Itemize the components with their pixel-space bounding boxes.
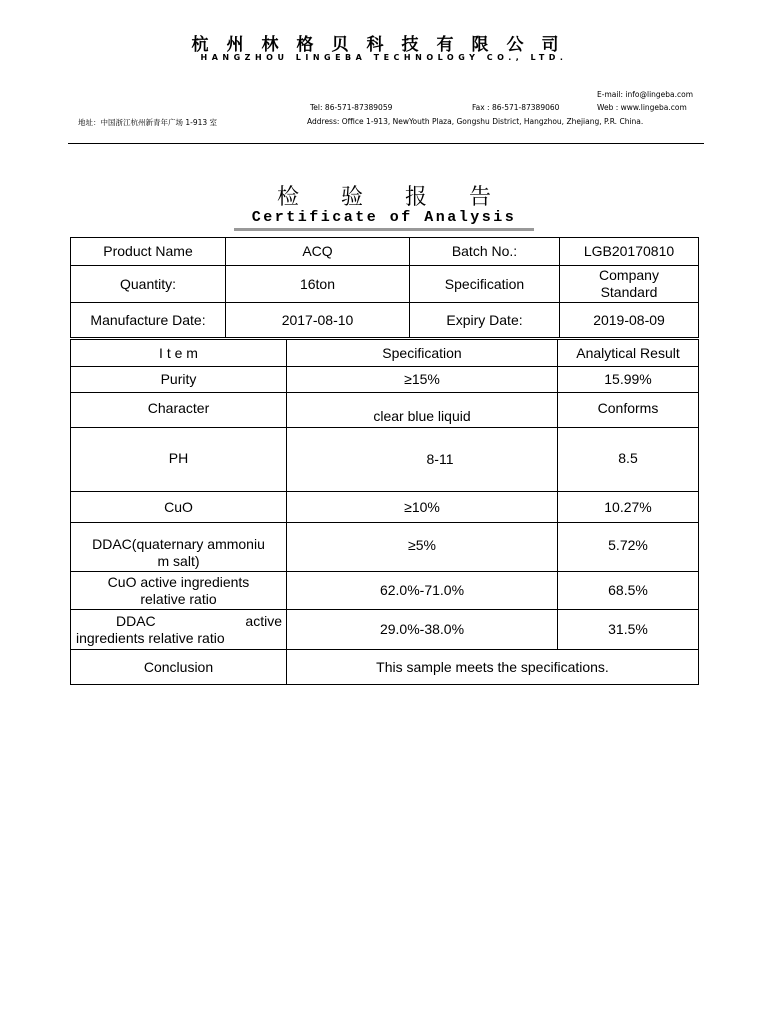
conclusion-value: This sample meets the specifications. [287, 650, 699, 685]
table-row [71, 428, 699, 492]
table-row [71, 367, 699, 393]
product-name-label: Product Name [71, 238, 226, 266]
column-header-specification: Specification [287, 340, 558, 367]
product-name-value: ACQ [226, 238, 410, 266]
item-cell: Purity [71, 367, 287, 393]
item-line-1-right: active [245, 612, 282, 629]
contact-tel: Tel: 86-571-87389059 [310, 103, 393, 112]
contact-email: E-mail: info@lingeba.com [597, 90, 694, 99]
result-cell: 10.27% [558, 492, 699, 523]
item-line-1-left: DDAC [116, 612, 156, 629]
result-cell: 31.5% [558, 610, 699, 650]
table-row [71, 303, 699, 338]
address-cn: 地址：中国浙江杭州新青年广场 1-913 室 [78, 118, 218, 127]
batch-value: LGB20170810 [560, 238, 699, 266]
item-line-1: DDAC(quaternary ammoniu [92, 536, 265, 552]
spec-cell: ≥10% [287, 492, 558, 523]
specification-label: Specification [410, 266, 560, 303]
result-cell: 5.72% [558, 523, 699, 572]
item-line-2: ingredients relative ratio [76, 629, 225, 646]
item-cell [71, 572, 287, 610]
product-info-table [70, 237, 699, 338]
specification-value [560, 266, 699, 303]
item-cell [71, 523, 287, 572]
spec-cell: ≥5% [287, 523, 558, 572]
expiry-date-label: Expiry Date: [410, 303, 560, 338]
column-header-result: Analytical Result [558, 340, 699, 367]
quantity-label: Quantity: [71, 266, 226, 303]
table-row [71, 393, 699, 428]
quantity-value: 16ton [226, 266, 410, 303]
table-row [71, 492, 699, 523]
table-row [71, 266, 699, 303]
spec-cell: ≥15% [287, 367, 558, 393]
result-cell: 68.5% [558, 572, 699, 610]
table-row [71, 650, 699, 685]
table-row [71, 610, 699, 650]
result-cell: 15.99% [558, 367, 699, 393]
company-name-cn: 杭州林格贝科技有限公司 [191, 35, 577, 55]
table-row [71, 523, 699, 572]
result-cell: 8.5 [558, 428, 699, 492]
item-line-2: relative ratio [140, 590, 217, 607]
specification-value-line1: Company [599, 267, 659, 283]
spec-cell: 8-11 [287, 428, 558, 492]
company-name-en: HANGZHOU LINGEBA TECHNOLOGY CO., LTD. [200, 53, 568, 62]
address-en: Address: Office 1-913, NewYouth Plaza, Gongshu District, Hangzhou, Zhejiang, P.R. China. [307, 117, 644, 126]
item-cell: CuO [71, 492, 287, 523]
batch-label: Batch No.: [410, 238, 560, 266]
result-cell: Conforms [558, 393, 699, 428]
report-title-en: Certificate of Analysis [234, 208, 534, 231]
item-line-2: m salt) [157, 553, 200, 569]
spec-cell: 62.0%-71.0% [287, 572, 558, 610]
table-header-row [71, 340, 699, 367]
specification-value-line2: Standard [600, 284, 658, 300]
table-row [71, 572, 699, 610]
manufacture-date-label: Manufacture Date: [71, 303, 226, 338]
spec-cell: clear blue liquid [287, 393, 558, 428]
conclusion-label: Conclusion [71, 650, 287, 685]
spec-cell: 29.0%-38.0% [287, 610, 558, 650]
item-cell: Character [71, 393, 287, 428]
header-divider [68, 143, 704, 144]
report-title-cn: 检验报告 [276, 185, 533, 210]
item-cell [71, 610, 287, 650]
item-line-1 [76, 613, 282, 630]
table-row [71, 238, 699, 266]
item-line-1: CuO active ingredients [107, 573, 250, 590]
expiry-date-value: 2019-08-09 [560, 303, 699, 338]
item-cell: PH [71, 428, 287, 492]
analysis-table [70, 339, 699, 685]
manufacture-date-value: 2017-08-10 [226, 303, 410, 338]
column-header-item: I t e m [71, 340, 287, 367]
contact-web: Web : www.lingeba.com [597, 103, 687, 112]
contact-fax: Fax : 86-571-87389060 [472, 103, 560, 112]
